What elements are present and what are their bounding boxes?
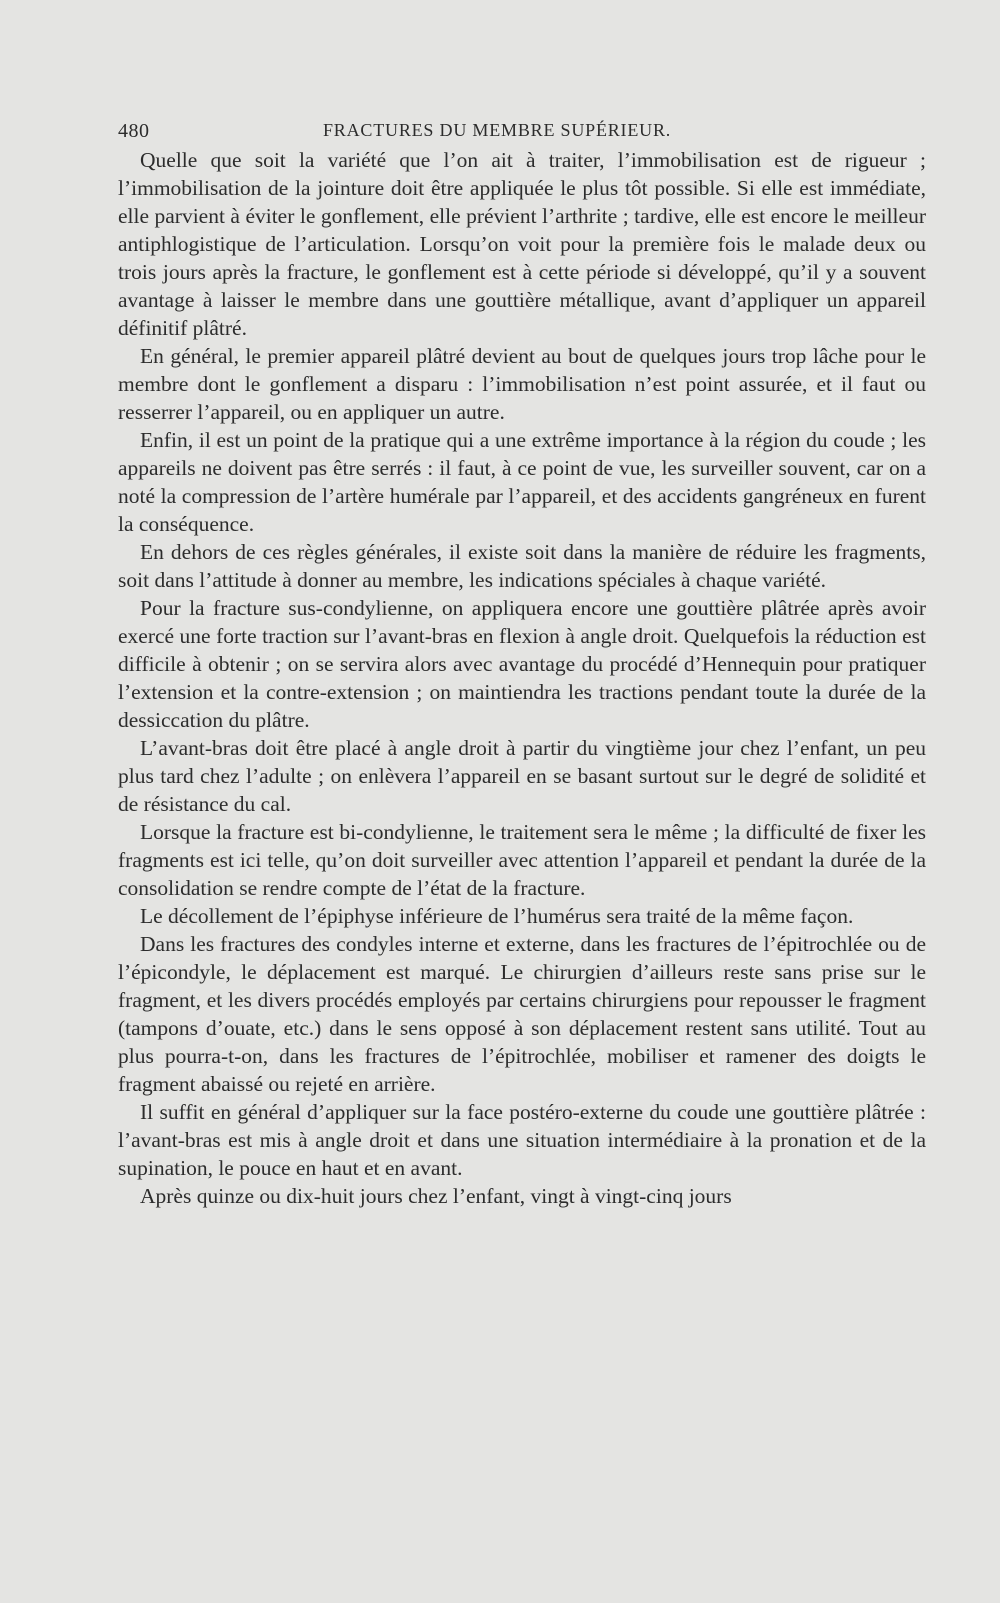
body-text (118, 146, 926, 1210)
paragraph: Il suffit en général d’appliquer sur la face postéro-externe du coude une gouttière plâtrée : l’avant-bras est mis à angle droit et dans une situation intermédiaire à la pronation et de la supination, le pouce en haut et en avant. (118, 1100, 926, 1180)
page-number: 480 (118, 120, 150, 142)
running-head (118, 116, 926, 146)
paragraph: Enfin, il est un point de la pratique qui a une extrême importance à la région du coude ; les appareils ne doivent pas être serrés : il faut, à ce point de vue, les surveiller souvent, car on a noté la compression de l’artère humérale par l’appareil, et des accidents gangréneux en furent la conséquence. (118, 428, 926, 536)
running-title: FRACTURES DU MEMBRE SUPÉRIEUR. (323, 120, 672, 140)
paragraph: L’avant-bras doit être placé à angle droit à partir du vingtième jour chez l’enfant, un peu plus tard chez l’adulte ; on enlèvera l’appareil en se basant surtout sur le degré de solidité et de résistance du cal. (118, 736, 926, 816)
paragraph: Après quinze ou dix-huit jours chez l’enfant, vingt à vingt-cinq jours (140, 1184, 732, 1208)
paragraph: Lorsque la fracture est bi-condylienne, le traitement sera le même ; la difficulté de fixer les fragments est ici telle, qu’on doit surveiller avec attention l’appareil et pendant la durée de la consolidation se rendre compte de l’état de la fracture. (118, 820, 926, 900)
paragraph: En général, le premier appareil plâtré devient au bout de quelques jours trop lâche pour le membre dont le gonflement a disparu : l’immobilisation n’est point assurée, et il faut ou resserrer l’appareil, ou en appliquer un autre. (118, 344, 926, 424)
paragraph: En dehors de ces règles générales, il existe soit dans la manière de réduire les fragments, soit dans l’attitude à donner au membre, les indications spéciales à chaque variété. (118, 540, 926, 592)
paragraph: Pour la fracture sus-condylienne, on appliquera encore une gouttière plâtrée après avoir exercé une forte traction sur l’avant-bras en flexion à angle droit. Quelquefois la réduction est difficile à obtenir ; on se servira alors avec avantage du procédé d’Hennequin pour pratiquer l’extension et la contre-extension ; on maintiendra les tractions pendant toute la durée de la dessiccation du plâtre. (118, 596, 926, 732)
paragraph: Dans les fractures des condyles interne et externe, dans les fractures de l’épitrochlée ou de l’épicondyle, le déplacement est marqué. Le chirurgien d’ailleurs reste sans prise sur le fragment, et les divers procédés employés par certains chirurgiens pour repousser le fragment (tampons d’ouate, etc.) dans le sens opposé à son déplacement restent sans utilité. Tout au plus pourra-t-on, dans les fractures de l’épitrochlée, mobiliser et ramener des doigts le fragment abaissé ou rejeté en arrière. (118, 932, 926, 1096)
paragraph: Le décollement de l’épiphyse inférieure de l’humérus sera traité de la même façon. (140, 904, 854, 928)
paragraph: Quelle que soit la variété que l’on ait à traiter, l’immobilisation est de rigueur ; l’immobilisation de la jointure doit être appliquée le plus tôt possible. Si elle est immédiate, elle parvient à éviter le gonflement, elle prévient l’arthrite ; tardive, elle est encore le meilleur antiphlogistique de l’articulation. Lorsqu’on voit pour la première fois le malade deux ou trois jours après la fracture, le gonflement est à cette période si développé, qu’il y a souvent avantage à laisser le membre dans une gouttière métallique, avant d’appliquer un appareil définitif plâtré. (118, 148, 926, 340)
page-content (118, 116, 926, 1210)
